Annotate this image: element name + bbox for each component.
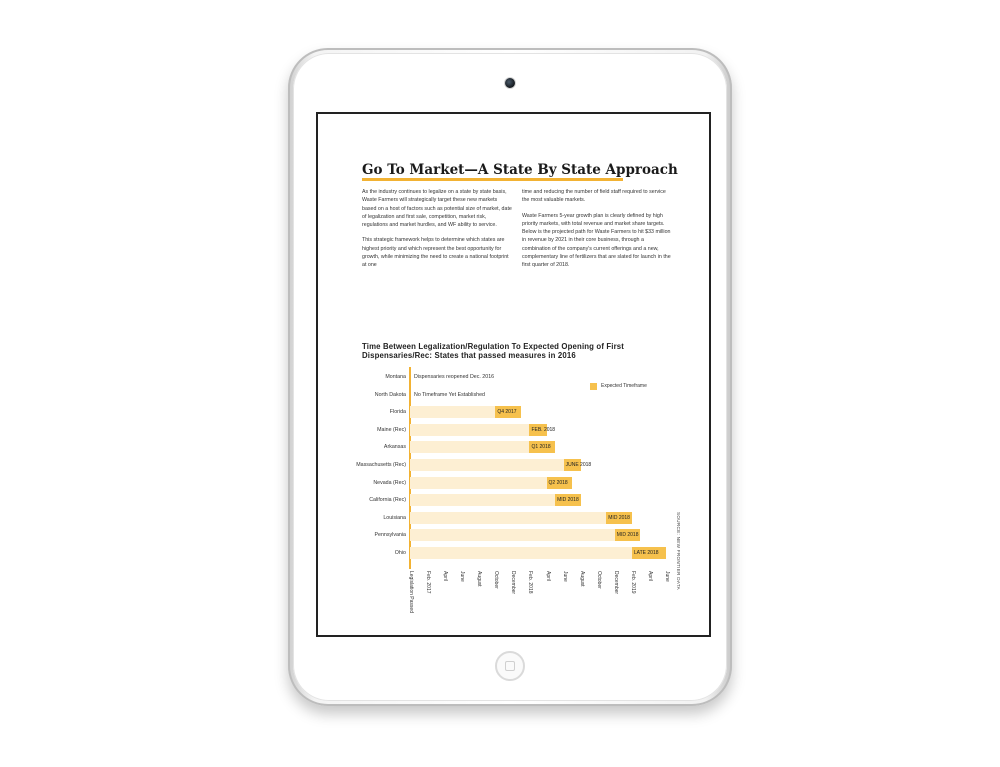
source-note: SOURCE: NEW FRONTIER DATA xyxy=(676,512,681,591)
row-band xyxy=(410,424,529,436)
bar-label: MID 2018 xyxy=(557,497,579,504)
bar-label: FEB. 2018 xyxy=(531,426,556,433)
chart-title: Time Between Legalization/Regulation To Expected Opening of First Dispensaries/Rec: States that passed measures in 2016 xyxy=(362,342,625,360)
row-label: Nevada (Rec) xyxy=(373,479,406,486)
row-label: Maine (Rec) xyxy=(377,426,406,433)
row-band xyxy=(410,547,632,559)
x-tick-label: Feb. 2018 xyxy=(527,570,534,594)
row-band xyxy=(410,512,606,524)
legend-swatch xyxy=(590,383,597,390)
x-tick-label: April xyxy=(646,570,653,581)
row-note: Dispensaries reopened Dec. 2016 xyxy=(414,374,495,380)
row-label: Louisiana xyxy=(383,514,406,521)
gantt-chart xyxy=(318,114,711,637)
x-tick-label: Feb. 2019 xyxy=(629,570,636,594)
row-band xyxy=(410,406,495,418)
bar-label: Q2 2018 xyxy=(548,479,568,486)
row-label: Ohio xyxy=(394,550,406,556)
bar-label: LATE 2018 xyxy=(633,550,659,556)
row-label: Massachusetts (Rec) xyxy=(356,462,406,468)
x-tick-label: June xyxy=(561,570,568,582)
row-label: Pennsylvania xyxy=(374,532,406,539)
bar-label: Q1 2018 xyxy=(531,444,551,451)
x-tick-label: August xyxy=(578,570,585,587)
row-band xyxy=(410,477,547,489)
row-label: Florida xyxy=(389,409,406,416)
row-band xyxy=(410,529,615,541)
x-tick-label: August xyxy=(476,570,483,587)
x-tick-label: October xyxy=(595,570,602,589)
x-tick-label: October xyxy=(493,570,500,589)
row-label: Arkansas xyxy=(383,444,406,451)
x-tick-label: December xyxy=(612,570,619,594)
home-square-icon xyxy=(505,661,515,671)
bar-label: MID 2018 xyxy=(616,532,639,539)
row-label: North Dakota xyxy=(374,391,406,398)
home-button[interactable] xyxy=(495,651,525,681)
tablet-screen xyxy=(316,112,711,637)
x-tick-label: Feb. 2017 xyxy=(425,570,432,594)
x-tick-label: April xyxy=(442,570,449,581)
bar-label: MID 2018 xyxy=(608,514,630,521)
row-band xyxy=(410,459,564,471)
paragraph: This strategic framework helps to determine which states are highest priority and which represent the best opportunity for growth, while minimizing the need to create a national footprint at one xyxy=(362,237,509,269)
row-band xyxy=(410,494,555,506)
document-title: Go To Market—A State By State Approach xyxy=(362,162,678,178)
paragraph: As the industry continues to legalize on a state by state basis, Waste Farmers will strategically target these new markets based on a host of factors such as potential size of market, date of legalization and first sale, competition, market risk, regulations and market hurdles, and WF ability to service. xyxy=(362,189,512,229)
paragraph: Waste Farmers 5-year growth plan is clearly defined by high priority markets, with total revenue and market share targets. Below is the projected path for Waste Farmers to hit $33 million in revenue by 2021 in their core business, through a combination of the company's current offerings and a new, complementary line of fertilizers that are slated for launch in the first quarter of 2018. xyxy=(522,212,671,269)
row-label: Montana xyxy=(385,374,406,380)
row-note: No Timeframe Yet Established xyxy=(414,391,485,398)
x-tick-label: December xyxy=(510,570,517,594)
x-tick-label: June xyxy=(664,570,670,582)
paragraph: time and reducing the number of field staff required to service the most valuable markets. xyxy=(522,189,666,204)
row-label: California (Rec) xyxy=(369,497,406,504)
bar-label: JUNE 2018 xyxy=(565,462,592,468)
row-band xyxy=(410,441,529,453)
camera-icon xyxy=(505,78,515,88)
x-tick-label: Legislation Passed xyxy=(408,570,414,613)
x-tick-label: April xyxy=(544,570,551,581)
legend-label: Expected Timeframe xyxy=(601,383,647,389)
x-tick-label: June xyxy=(459,570,466,582)
bar-label: Q4 2017 xyxy=(497,409,517,416)
